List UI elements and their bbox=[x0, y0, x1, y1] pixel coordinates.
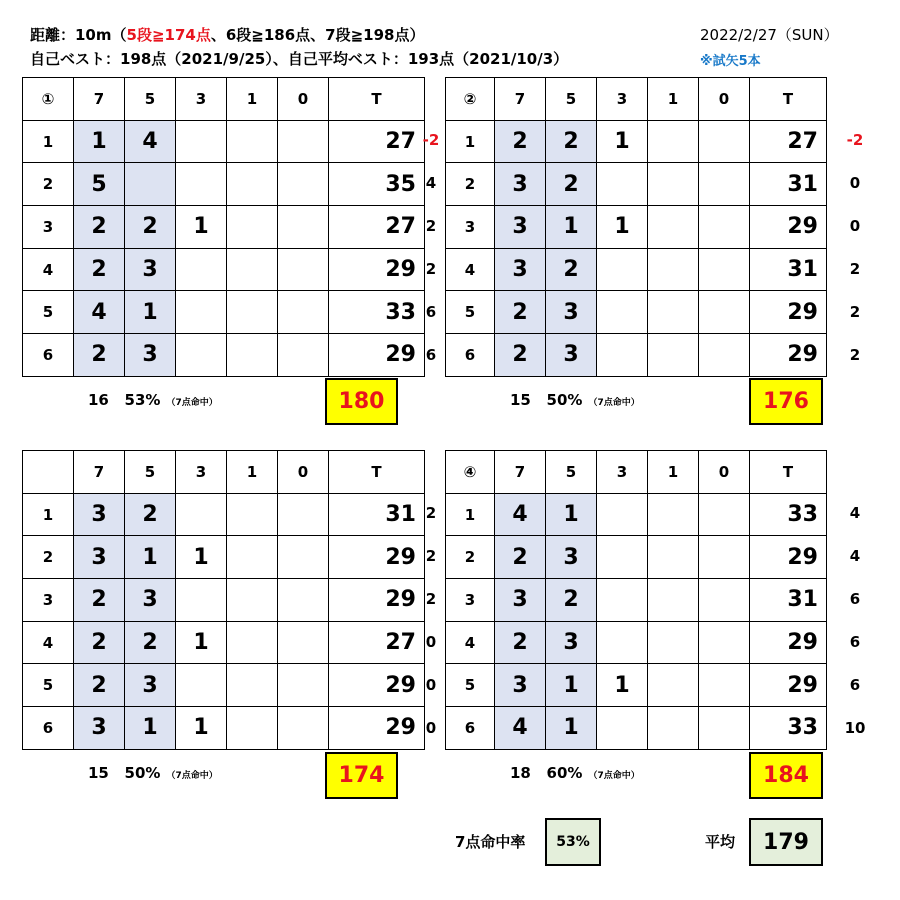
count-5: 3 bbox=[546, 536, 597, 579]
count-7: 2 bbox=[74, 621, 125, 664]
count-5: 1 bbox=[125, 536, 176, 579]
col-0-header: 0 bbox=[278, 78, 329, 121]
header-row bbox=[23, 451, 425, 494]
set-4-total: 184 bbox=[749, 752, 823, 799]
col-1-header: 1 bbox=[227, 78, 278, 121]
count-0 bbox=[699, 664, 750, 707]
end-total: 29 bbox=[329, 664, 425, 707]
diff-value: 6 bbox=[425, 303, 437, 321]
count-7: 2 bbox=[495, 621, 546, 664]
count-1 bbox=[227, 206, 278, 249]
count-3: 1 bbox=[597, 120, 648, 163]
diff-value: 2 bbox=[425, 590, 437, 608]
count-0 bbox=[699, 248, 750, 291]
date-label: 2022/2/27（SUN） bbox=[700, 26, 839, 44]
set-label: ① bbox=[23, 78, 74, 121]
hit-rate-label: （7点命中） bbox=[166, 398, 218, 408]
diff-value: 6 bbox=[849, 633, 861, 651]
end-number: 4 bbox=[446, 621, 495, 664]
table-row bbox=[23, 120, 425, 163]
distance-prefix: 距離：10m（ bbox=[30, 26, 127, 44]
col-7-header: 7 bbox=[74, 78, 125, 121]
header-row bbox=[446, 78, 827, 121]
end-total: 33 bbox=[750, 493, 827, 536]
diff-value: 6 bbox=[849, 676, 861, 694]
count-3 bbox=[597, 579, 648, 622]
count-5: 3 bbox=[125, 248, 176, 291]
count-3: 1 bbox=[176, 206, 227, 249]
table-row bbox=[446, 248, 827, 291]
distance-line bbox=[30, 24, 424, 45]
count-5: 2 bbox=[125, 493, 176, 536]
hits-7-count: 15 bbox=[510, 391, 531, 409]
table-row bbox=[23, 334, 425, 377]
count-0 bbox=[699, 120, 750, 163]
end-number: 3 bbox=[446, 579, 495, 622]
diff-value: 0 bbox=[425, 719, 437, 737]
count-3: 1 bbox=[597, 664, 648, 707]
count-7: 3 bbox=[74, 707, 125, 750]
count-5: 3 bbox=[125, 664, 176, 707]
end-number: 6 bbox=[23, 334, 74, 377]
table-row bbox=[23, 536, 425, 579]
count-0 bbox=[699, 291, 750, 334]
count-0 bbox=[699, 621, 750, 664]
end-total: 29 bbox=[329, 334, 425, 377]
end-number: 4 bbox=[23, 248, 74, 291]
count-5: 2 bbox=[546, 120, 597, 163]
count-3 bbox=[597, 621, 648, 664]
count-3: 1 bbox=[176, 621, 227, 664]
table-row bbox=[446, 206, 827, 249]
hit-rate-label: （7点命中） bbox=[588, 771, 640, 781]
end-number: 6 bbox=[446, 334, 495, 377]
col-0-header: 0 bbox=[278, 451, 329, 494]
count-7: 2 bbox=[495, 291, 546, 334]
end-total: 31 bbox=[329, 493, 425, 536]
count-7: 4 bbox=[74, 291, 125, 334]
col-3-header: 3 bbox=[597, 78, 648, 121]
practice-arrow-note: ※試矢5本 bbox=[700, 54, 761, 69]
count-7: 1 bbox=[74, 120, 125, 163]
end-total: 31 bbox=[750, 163, 827, 206]
count-1 bbox=[648, 707, 699, 750]
end-number: 2 bbox=[446, 163, 495, 206]
count-3 bbox=[597, 291, 648, 334]
count-0 bbox=[699, 206, 750, 249]
end-total: 29 bbox=[329, 579, 425, 622]
set-label bbox=[23, 451, 74, 494]
count-5: 1 bbox=[546, 206, 597, 249]
count-1 bbox=[227, 536, 278, 579]
end-number: 5 bbox=[446, 664, 495, 707]
col-3-header: 3 bbox=[597, 451, 648, 494]
count-1 bbox=[648, 664, 699, 707]
diff-value: 2 bbox=[849, 260, 861, 278]
end-number: 4 bbox=[446, 248, 495, 291]
count-0 bbox=[278, 707, 329, 750]
count-0 bbox=[278, 621, 329, 664]
count-3 bbox=[176, 248, 227, 291]
diff-value: -2 bbox=[422, 131, 440, 149]
count-3 bbox=[176, 493, 227, 536]
count-0 bbox=[699, 579, 750, 622]
end-total: 29 bbox=[329, 536, 425, 579]
count-5: 2 bbox=[546, 163, 597, 206]
header-row bbox=[446, 451, 827, 494]
count-7: 4 bbox=[495, 493, 546, 536]
end-number: 2 bbox=[446, 536, 495, 579]
diff-value: 0 bbox=[849, 174, 861, 192]
col-7-header: 7 bbox=[495, 451, 546, 494]
count-1 bbox=[227, 621, 278, 664]
end-number: 1 bbox=[446, 493, 495, 536]
end-number: 1 bbox=[23, 493, 74, 536]
count-0 bbox=[699, 163, 750, 206]
count-5: 1 bbox=[125, 291, 176, 334]
count-1 bbox=[227, 493, 278, 536]
count-1 bbox=[227, 291, 278, 334]
end-number: 6 bbox=[23, 707, 74, 750]
count-3: 1 bbox=[597, 206, 648, 249]
count-1 bbox=[648, 334, 699, 377]
table-row bbox=[446, 707, 827, 750]
count-0 bbox=[278, 334, 329, 377]
end-number: 3 bbox=[23, 206, 74, 249]
count-1 bbox=[648, 163, 699, 206]
count-0 bbox=[278, 120, 329, 163]
count-5: 1 bbox=[546, 707, 597, 750]
table-row bbox=[23, 206, 425, 249]
count-5: 3 bbox=[125, 334, 176, 377]
hits-7-count: 15 bbox=[88, 764, 109, 782]
end-number: 4 bbox=[23, 621, 74, 664]
count-7: 3 bbox=[495, 664, 546, 707]
count-7: 2 bbox=[74, 206, 125, 249]
diff-value: 2 bbox=[849, 303, 861, 321]
count-1 bbox=[227, 334, 278, 377]
diff-value: 0 bbox=[425, 676, 437, 694]
end-number: 1 bbox=[446, 120, 495, 163]
end-total: 29 bbox=[750, 291, 827, 334]
score-table-set-2 bbox=[445, 77, 827, 377]
count-0 bbox=[278, 248, 329, 291]
end-total: 29 bbox=[750, 334, 827, 377]
hits-7-count: 16 bbox=[88, 391, 109, 409]
count-7: 3 bbox=[495, 163, 546, 206]
end-number: 5 bbox=[23, 291, 74, 334]
end-total: 29 bbox=[750, 664, 827, 707]
score-table-set-1 bbox=[22, 77, 425, 377]
col-5-header: 5 bbox=[125, 451, 176, 494]
count-3 bbox=[597, 707, 648, 750]
count-7: 2 bbox=[495, 536, 546, 579]
count-5: 2 bbox=[125, 621, 176, 664]
col-1-header: 1 bbox=[648, 451, 699, 494]
count-3 bbox=[176, 579, 227, 622]
count-3 bbox=[176, 120, 227, 163]
end-total: 31 bbox=[750, 579, 827, 622]
count-3 bbox=[176, 163, 227, 206]
hit-rate-7-label: 7点命中率 bbox=[455, 833, 526, 851]
hit-rate-label: （7点命中） bbox=[588, 398, 640, 408]
table-row bbox=[446, 334, 827, 377]
end-total: 33 bbox=[329, 291, 425, 334]
col-5-header: 5 bbox=[546, 451, 597, 494]
count-3 bbox=[597, 163, 648, 206]
count-5: 3 bbox=[546, 334, 597, 377]
col-7-header: 7 bbox=[495, 78, 546, 121]
count-1 bbox=[648, 536, 699, 579]
count-7: 4 bbox=[495, 707, 546, 750]
count-3 bbox=[176, 664, 227, 707]
set-1-total: 180 bbox=[325, 378, 398, 425]
table-row bbox=[446, 120, 827, 163]
col-total-header: T bbox=[329, 451, 425, 494]
count-3 bbox=[176, 291, 227, 334]
count-7: 2 bbox=[495, 334, 546, 377]
hits-7-count: 18 bbox=[510, 764, 531, 782]
end-number: 3 bbox=[446, 206, 495, 249]
count-5: 1 bbox=[546, 664, 597, 707]
count-7: 2 bbox=[74, 248, 125, 291]
end-total: 29 bbox=[750, 536, 827, 579]
table-row bbox=[446, 536, 827, 579]
table-row bbox=[23, 579, 425, 622]
end-number: 3 bbox=[23, 579, 74, 622]
end-total: 29 bbox=[329, 248, 425, 291]
count-3 bbox=[597, 248, 648, 291]
count-7: 2 bbox=[74, 664, 125, 707]
count-1 bbox=[648, 621, 699, 664]
table-row bbox=[23, 621, 425, 664]
table-row bbox=[23, 248, 425, 291]
col-1-header: 1 bbox=[648, 78, 699, 121]
count-0 bbox=[699, 707, 750, 750]
end-number: 5 bbox=[446, 291, 495, 334]
count-7: 3 bbox=[74, 493, 125, 536]
diff-value: 4 bbox=[849, 547, 861, 565]
count-5: 2 bbox=[546, 579, 597, 622]
count-5: 3 bbox=[546, 621, 597, 664]
set-2-footer bbox=[510, 391, 640, 409]
count-7: 3 bbox=[495, 248, 546, 291]
count-5: 3 bbox=[125, 579, 176, 622]
hit-rate: 50% bbox=[124, 764, 161, 782]
table-row bbox=[446, 621, 827, 664]
count-1 bbox=[227, 163, 278, 206]
count-5: 3 bbox=[546, 291, 597, 334]
count-3: 1 bbox=[176, 707, 227, 750]
end-total: 29 bbox=[329, 707, 425, 750]
set-1-footer bbox=[88, 391, 218, 409]
distance-rest: 、6段≧186点、7段≧198点） bbox=[210, 26, 425, 44]
set-3-total: 174 bbox=[325, 752, 398, 799]
count-0 bbox=[699, 493, 750, 536]
count-7: 5 bbox=[74, 163, 125, 206]
header-row bbox=[23, 78, 425, 121]
count-1 bbox=[227, 707, 278, 750]
table-row bbox=[23, 163, 425, 206]
end-total: 29 bbox=[750, 621, 827, 664]
end-total: 33 bbox=[750, 707, 827, 750]
table-row bbox=[446, 291, 827, 334]
count-0 bbox=[278, 493, 329, 536]
diff-value: -2 bbox=[846, 131, 864, 149]
table-row bbox=[23, 664, 425, 707]
average-label: 平均 bbox=[705, 833, 736, 851]
hit-rate: 60% bbox=[546, 764, 583, 782]
diff-value: 0 bbox=[425, 633, 437, 651]
diff-value: 2 bbox=[849, 346, 861, 364]
count-7: 2 bbox=[74, 334, 125, 377]
col-3-header: 3 bbox=[176, 78, 227, 121]
diff-value: 6 bbox=[425, 346, 437, 364]
table-row bbox=[446, 664, 827, 707]
col-total-header: T bbox=[750, 78, 827, 121]
score-table-set-4 bbox=[445, 450, 827, 750]
count-1 bbox=[648, 579, 699, 622]
count-0 bbox=[278, 536, 329, 579]
count-0 bbox=[278, 664, 329, 707]
personal-best-line: 自己ベスト：198点（2021/9/25）、自己平均ベスト：193点（2021/10/3） bbox=[30, 50, 569, 68]
end-number: 5 bbox=[23, 664, 74, 707]
count-5: 2 bbox=[125, 206, 176, 249]
average-value: 179 bbox=[749, 818, 823, 866]
count-1 bbox=[227, 248, 278, 291]
count-0 bbox=[699, 334, 750, 377]
diff-value: 2 bbox=[425, 504, 437, 522]
count-5: 2 bbox=[546, 248, 597, 291]
diff-value: 2 bbox=[425, 217, 437, 235]
col-5-header: 5 bbox=[125, 78, 176, 121]
diff-value: 4 bbox=[849, 504, 861, 522]
set-4-footer bbox=[510, 764, 640, 782]
col-total-header: T bbox=[329, 78, 425, 121]
diff-value: 2 bbox=[425, 547, 437, 565]
table-row bbox=[446, 579, 827, 622]
count-1 bbox=[227, 120, 278, 163]
table-row bbox=[446, 493, 827, 536]
set-label: ② bbox=[446, 78, 495, 121]
end-total: 27 bbox=[750, 120, 827, 163]
count-1 bbox=[648, 120, 699, 163]
hit-rate-7-value: 53% bbox=[545, 818, 601, 866]
col-total-header: T bbox=[750, 451, 827, 494]
count-0 bbox=[278, 206, 329, 249]
set-3-footer bbox=[88, 764, 218, 782]
count-0 bbox=[278, 291, 329, 334]
col-3-header: 3 bbox=[176, 451, 227, 494]
end-total: 31 bbox=[750, 248, 827, 291]
diff-value: 0 bbox=[849, 217, 861, 235]
count-5: 1 bbox=[546, 493, 597, 536]
col-0-header: 0 bbox=[699, 451, 750, 494]
count-5: 1 bbox=[125, 707, 176, 750]
count-1 bbox=[648, 206, 699, 249]
end-total: 27 bbox=[329, 206, 425, 249]
end-total: 27 bbox=[329, 621, 425, 664]
count-0 bbox=[278, 163, 329, 206]
count-1 bbox=[227, 579, 278, 622]
count-7: 2 bbox=[495, 120, 546, 163]
hit-rate: 50% bbox=[546, 391, 583, 409]
table-row bbox=[23, 707, 425, 750]
count-1 bbox=[648, 493, 699, 536]
score-table-set-3 bbox=[22, 450, 425, 750]
end-number: 2 bbox=[23, 163, 74, 206]
count-7: 3 bbox=[74, 536, 125, 579]
end-total: 29 bbox=[750, 206, 827, 249]
col-0-header: 0 bbox=[699, 78, 750, 121]
table-row bbox=[446, 163, 827, 206]
col-5-header: 5 bbox=[546, 78, 597, 121]
count-1 bbox=[648, 248, 699, 291]
count-0 bbox=[699, 536, 750, 579]
diff-value: 4 bbox=[425, 174, 437, 192]
count-7: 3 bbox=[495, 579, 546, 622]
count-5: 4 bbox=[125, 120, 176, 163]
count-1 bbox=[648, 291, 699, 334]
table-row bbox=[23, 493, 425, 536]
count-3 bbox=[597, 536, 648, 579]
count-1 bbox=[227, 664, 278, 707]
count-7: 3 bbox=[495, 206, 546, 249]
count-3: 1 bbox=[176, 536, 227, 579]
count-7: 2 bbox=[74, 579, 125, 622]
hit-rate: 53% bbox=[124, 391, 161, 409]
set-label: ④ bbox=[446, 451, 495, 494]
table-row bbox=[23, 291, 425, 334]
diff-value: 6 bbox=[849, 590, 861, 608]
count-3 bbox=[597, 493, 648, 536]
count-5 bbox=[125, 163, 176, 206]
count-0 bbox=[278, 579, 329, 622]
count-3 bbox=[597, 334, 648, 377]
count-3 bbox=[176, 334, 227, 377]
end-total: 35 bbox=[329, 163, 425, 206]
hit-rate-label: （7点命中） bbox=[166, 771, 218, 781]
end-number: 1 bbox=[23, 120, 74, 163]
set-2-total: 176 bbox=[749, 378, 823, 425]
end-number: 2 bbox=[23, 536, 74, 579]
diff-value: 10 bbox=[844, 719, 866, 737]
col-7-header: 7 bbox=[74, 451, 125, 494]
diff-value: 2 bbox=[425, 260, 437, 278]
col-1-header: 1 bbox=[227, 451, 278, 494]
end-total: 27 bbox=[329, 120, 425, 163]
end-number: 6 bbox=[446, 707, 495, 750]
rank5-threshold: 5段≧174点 bbox=[126, 26, 211, 44]
